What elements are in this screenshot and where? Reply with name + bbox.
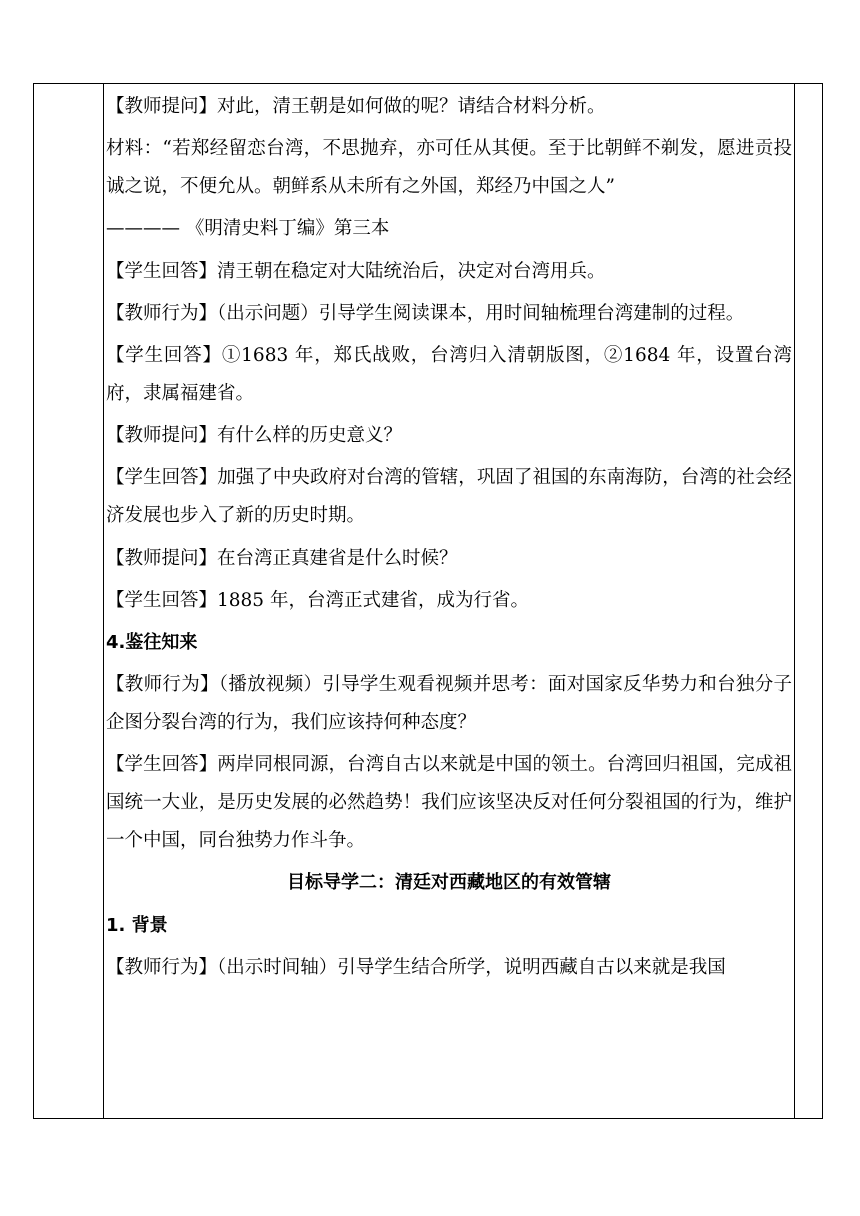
student-answer-paragraph: 【学生回答】1885 年，台湾正式建省，成为行省。 [106,589,529,611]
teacher-action-paragraph: 【教师行为】（出示问题）引导学生阅读课本，用时间轴梳理台湾建制的过程。 [106,302,745,324]
teacher-action-paragraph: 【教师行为】（出示时间轴）引导学生结合所学，说明西藏自古以来就是我国 [106,956,726,978]
objective-heading: 目标导学二：清廷对西藏地区的有效管辖 [287,872,611,894]
section-heading: 4.鉴往知来 [106,631,198,653]
student-answer-paragraph: 【学生回答】两岸同根同源，台湾自古以来就是中国的领土。台湾回归祖国，完成祖国统一大业，是历史发展的必然趋势！我们应该坚决反对任何分裂祖国的行为，维护一个中国，同台独势力作斗争。 [106,754,792,852]
table-content-cell [106,88,792,991]
teacher-question-paragraph: 【教师提问】对此，清王朝是如何做的呢？请结合材料分析。 [106,96,606,117]
student-answer-paragraph: 【学生回答】清王朝在稳定对大陆统治后，决定对台湾用兵。 [106,260,606,282]
teacher-question-paragraph: 【教师提问】有什么样的历史意义？ [106,425,403,447]
teacher-question-paragraph: 【教师提问】在台湾正真建省是什么时候？ [106,547,458,569]
subsection-heading: 1. 背景 [106,914,168,936]
material-quote-paragraph: 材料：“若郑经留恋台湾，不思抛弃，亦可任从其便。至于比朝鲜不剃发，愿进贡投诚之说，不便允从。朝鲜系从未所有之外国，郑经乃中国之人” [106,138,792,198]
teacher-action-paragraph: 【教师行为】（播放视频）引导学生观看视频并思考：面对国家反华势力和台独分子企图分裂台湾的行为，我们应该持何种态度？ [106,674,792,734]
material-source-line: ———— 《明清史料丁编》第三本 [106,218,390,240]
student-answer-paragraph: 【学生回答】①1683 年，郑氏战败，台湾归入清朝版图，②1684 年，设置台湾府，隶属福建省。 [106,344,792,404]
table-column-divider-left [103,83,104,1119]
student-answer-paragraph: 【学生回答】加强了中央政府对台湾的管辖，巩固了祖国的东南海防，台湾的社会经济发展也步入了新的历史时期。 [106,467,792,527]
table-column-divider-right [794,83,795,1119]
